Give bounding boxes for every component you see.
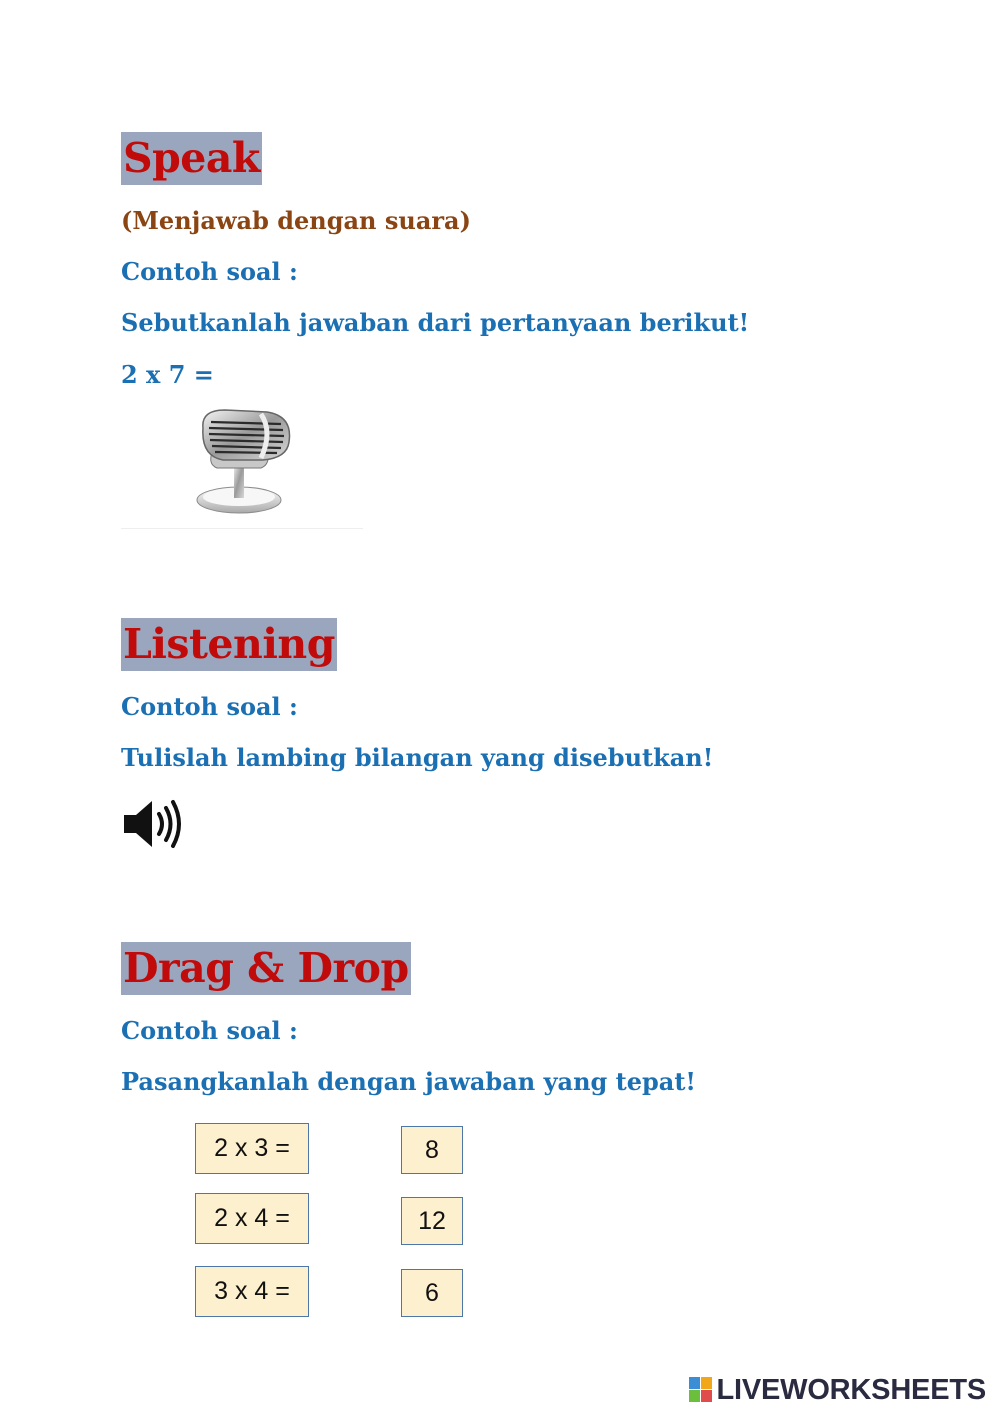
speak-title: Speak (121, 132, 262, 185)
speak-question: 2 x 7 = (121, 360, 214, 389)
speak-example-label: Contoh soal : (121, 257, 298, 286)
footer-brand[interactable] (689, 1372, 987, 1408)
liveworksheets-logo-icon (689, 1377, 713, 1403)
answer-box-3[interactable]: 6 (401, 1269, 463, 1317)
microphone-icon (121, 404, 363, 528)
footer-brand-text: LIVEWORKSHEETS (716, 1373, 986, 1406)
speak-instruction: Sebutkanlah jawaban dari pertanyaan berikut! (121, 308, 750, 337)
drag-drop-title: Drag & Drop (121, 942, 411, 995)
drag-drop-example-label: Contoh soal : (121, 1016, 298, 1045)
speak-subtitle: (Menjawab dengan suara) (121, 206, 471, 235)
answer-box-1[interactable]: 8 (401, 1126, 463, 1174)
audio-play-button[interactable] (121, 797, 187, 851)
listening-title: Listening (121, 618, 337, 671)
question-box-3[interactable]: 3 x 4 = (195, 1266, 309, 1317)
speaker-icon (121, 797, 187, 851)
microphone-button[interactable] (121, 404, 363, 529)
listening-instruction: Tulislah lambing bilangan yang disebutkan! (121, 743, 714, 772)
listening-example-label: Contoh soal : (121, 692, 298, 721)
answer-box-2[interactable]: 12 (401, 1197, 463, 1245)
question-box-2[interactable]: 2 x 4 = (195, 1193, 309, 1244)
question-box-1[interactable]: 2 x 3 = (195, 1123, 309, 1174)
drag-drop-instruction: Pasangkanlah dengan jawaban yang tepat! (121, 1067, 696, 1096)
